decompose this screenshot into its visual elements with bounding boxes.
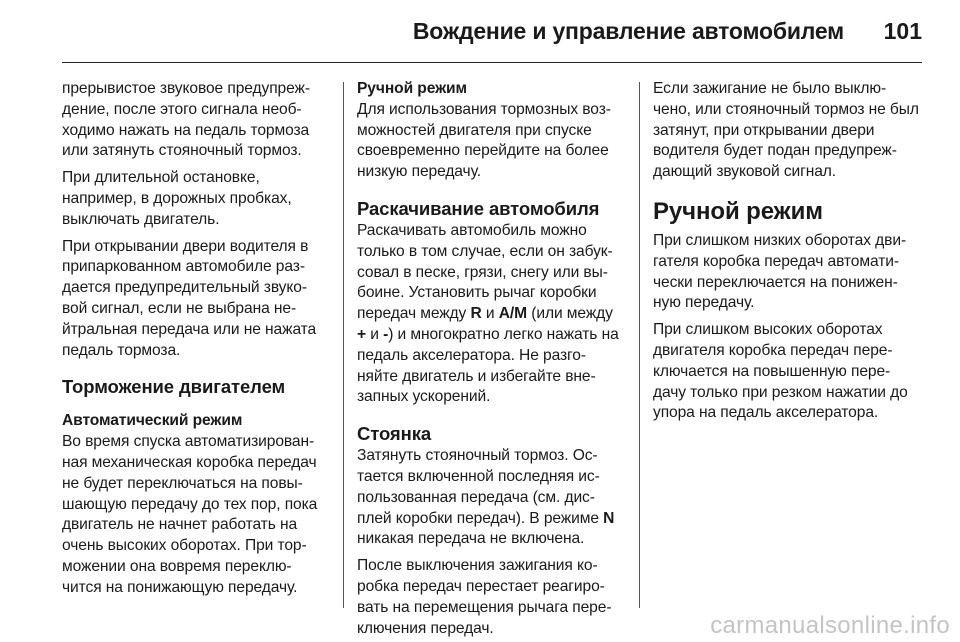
- section-heading-manual-mode: Ручной режим: [653, 197, 823, 225]
- section-heading-engine-braking: Торможение двигателем: [62, 376, 286, 398]
- text-run: ) и многократно легко нажать на педаль акселератора. Не разго‐няйте двигатель и избегайте вне‐запных ускорений.: [357, 325, 619, 406]
- text-run: Затянуть стояночный тормоз. Ос‐тается включенной последняя ис‐пользованная передача (см. дис‐плей коробки передач). В режиме: [357, 447, 604, 527]
- paragraph: При слишком низких оборотах дви‐гателя коробка передач автомати‐чески переключается на понижен‐ную передачу.: [653, 231, 907, 312]
- gear-am-label: A/M: [498, 305, 528, 323]
- page-number: 101: [883, 18, 922, 44]
- paragraph: прерывистое звуковое предупреж‐дение, после этого сигнала необ‐ходимо нажать на педаль тормоза или затянуть стояночный тормоз.: [62, 80, 310, 160]
- column-2: [357, 79, 625, 639]
- paragraph: После выключения зажигания ко‐робка передач перестает реагиро‐вать на перемещения рычага пере‐ключения передач.: [357, 557, 612, 637]
- text-run: и: [481, 305, 499, 323]
- paragraph: При длительной остановке, например, в дорожных пробках, выключать двигатель.: [62, 169, 292, 228]
- text-run: никакая передача не включена.: [357, 530, 585, 548]
- gear-r-label: R: [470, 305, 482, 323]
- paragraph: Для использования тормозных воз‐можностей двигателя при спуске своевременно перейдите на более низкую передачу.: [357, 100, 611, 181]
- subsection-heading-manual-mode: Ручной режим: [357, 80, 467, 97]
- gear-n-label: N: [603, 509, 615, 527]
- column-3: [653, 79, 923, 424]
- column-divider: [343, 82, 344, 608]
- page-header: [62, 0, 922, 63]
- subsection-heading-automatic-mode: Автоматический режим: [62, 412, 243, 430]
- paragraph: При открывании двери водителя в припаркованном автомобиле раз‐дается предупредительный звуко‐вой сигнал, если не выбрана не‐йтральная передача или не нажата педаль тормоза.: [62, 237, 317, 359]
- text-run: (или между: [527, 305, 613, 323]
- column-1: [62, 79, 330, 599]
- watermark: carmanualsonline.info: [710, 612, 950, 639]
- paragraph: При слишком высоких оборотах двигателя коробка передач пере‐ключается на повышенную пере‐дачу только при резком нажатии до упора на педаль акселератора.: [653, 321, 908, 422]
- gear-plus-label: +: [357, 325, 367, 343]
- section-heading-parking: Стоянка: [357, 423, 432, 445]
- column-divider: [639, 82, 640, 608]
- text-run: Раскачивать автомобиль можно только в том случае, если он забук‐совал в песке, грязи, снегу или вы‐боине. Установить рычаг коробки передач между: [357, 221, 613, 323]
- paragraph: Если зажигание не было выклю‐чено, или стояночный тормоз не был затянут, при открывании двери водителя будет подан предупреж‐дающий звуковой сигнал.: [653, 80, 919, 181]
- page-title: Вождение и управление автомобилем: [412, 18, 844, 44]
- paragraph: Во время спуска автоматизирован‐ная механическая коробка передач не будет переключаться на повы‐шающую передачу до тех пор, пока двигатель не начнет работать на очень высоких оборотах. При тор‐можении она вовремя переклю‐чится на понижающую передачу.: [62, 433, 318, 596]
- text-run: и: [366, 325, 384, 343]
- paragraph-parking: [357, 446, 625, 550]
- section-heading-rocking: Раскачивание автомобиля: [357, 197, 600, 219]
- gear-minus-label: -: [383, 325, 389, 343]
- paragraph-rocking: [357, 221, 625, 408]
